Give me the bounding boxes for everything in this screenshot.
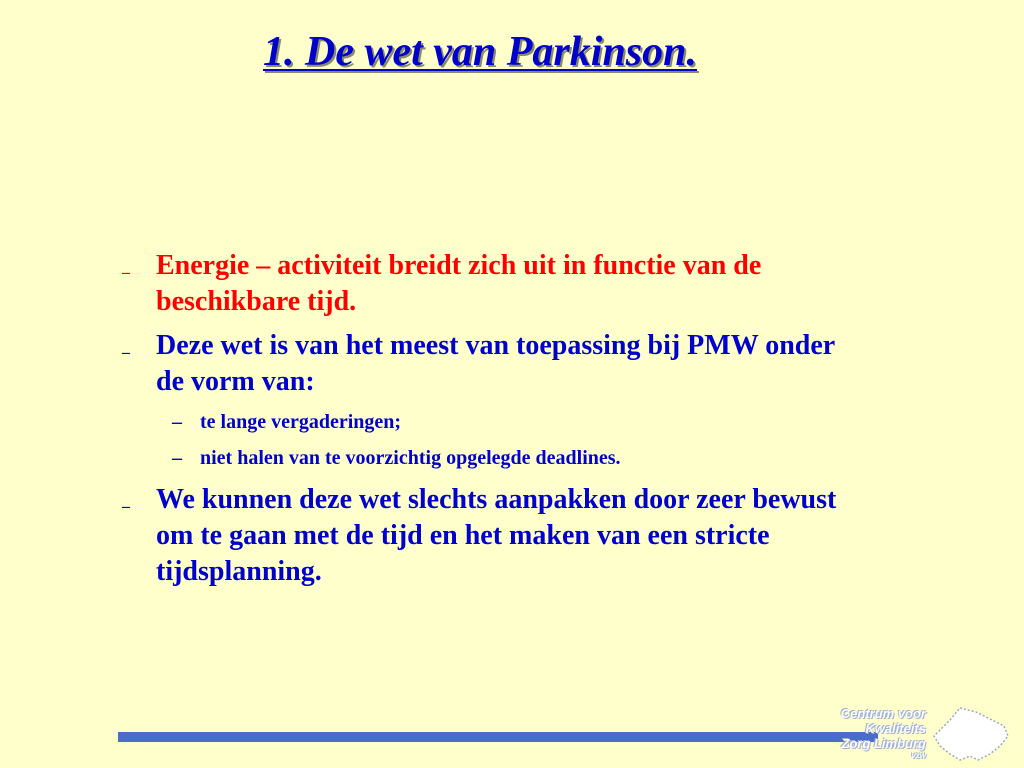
sub-bullet-item	[118, 444, 838, 472]
logo-text	[841, 706, 926, 761]
sub-bullet-text: te lange vergaderingen;	[200, 411, 402, 433]
logo	[820, 706, 1020, 766]
bullet-item	[118, 328, 838, 400]
bullet-marker: _	[122, 259, 130, 276]
logo-line: Centrum voor	[840, 706, 926, 721]
bullet-text: Deze wet is van het meest van toepassing bij PMW onder de vorm van:	[156, 330, 835, 397]
bullet-marker: _	[122, 339, 130, 356]
bullet-item	[118, 482, 838, 590]
bullet-text: Energie – activiteit breidt zich uit in functie van de beschikbare tijd.	[156, 250, 762, 317]
sub-bullet-marker: –	[172, 411, 182, 433]
sub-bullet-marker: –	[172, 447, 182, 469]
footer-bar	[118, 732, 878, 742]
bullet-marker: _	[122, 493, 130, 510]
sub-bullet-list	[118, 408, 838, 472]
slide-title: 1. De wet van Parkinson.	[262, 29, 698, 75]
slide-body	[118, 248, 838, 598]
logo-line: Kwaliteits	[865, 721, 926, 736]
bullet-item	[118, 248, 838, 320]
sub-bullet-text: niet halen van te voorzichtig opgelegde deadlines.	[200, 447, 621, 469]
bullet-text: We kunnen deze wet slechts aanpakken door zeer bewust om te gaan met de tijd en het maken van een stricte tijdsplanning.	[156, 484, 837, 587]
limburg-map-icon	[930, 706, 1010, 762]
sub-bullet-item	[118, 408, 838, 436]
logo-line: vzw	[911, 751, 926, 760]
logo-line: Zorg Limburg	[841, 736, 926, 751]
